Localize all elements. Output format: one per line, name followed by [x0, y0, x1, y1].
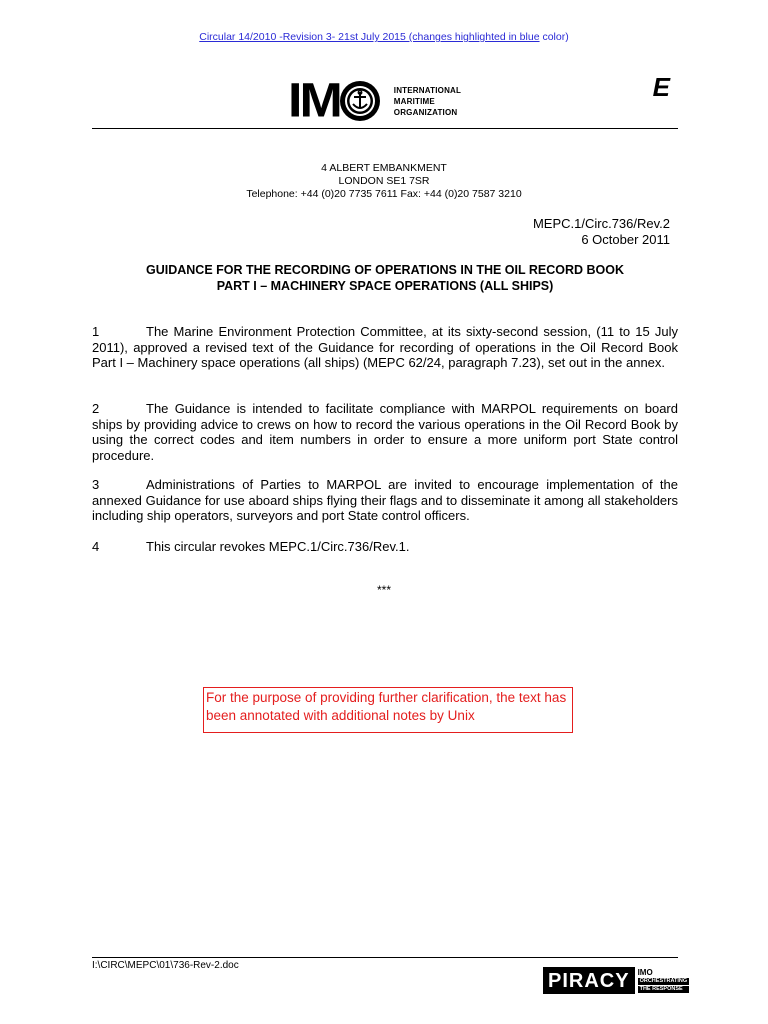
imo-emblem-icon — [340, 81, 380, 121]
address-line: LONDON SE1 7SR — [338, 175, 430, 187]
header-divider — [92, 128, 678, 129]
revision-note-tail: color) — [539, 31, 569, 43]
imo-logo — [288, 74, 462, 128]
file-path: I:\CIRC\MEPC\01\736-Rev-2.doc — [92, 960, 239, 971]
footer-divider — [92, 957, 678, 958]
paragraph-text: The Marine Environment Protection Committee, at its sixty-second session, (11 to 15 July 2011), approved a revised text of the Guidance for recording of operations in the Oil Record Book Part I – Machinery space operations (all ships) (MEPC 62/24, paragraph 7.23), set out in the annex. — [92, 324, 678, 370]
paragraph-number: 4 — [92, 539, 100, 554]
address-block — [0, 162, 768, 201]
paragraph-text: The Guidance is intended to facilitate compliance with MARPOL requirements on board ships by providing advice to crews on how to record the various operations in the Oil Record Book by using the correct codes and item numbers in order to ensure a more uniform port State control procedure. — [92, 401, 678, 463]
reference-date: 6 October 2011 — [581, 232, 670, 247]
paragraph-3 — [92, 477, 678, 524]
badge-line: THE RESPONSE — [638, 986, 690, 993]
piracy-logo: PIRACY — [543, 967, 635, 994]
paragraph-text: This circular revokes MEPC.1/Circ.736/Rev.1. — [146, 539, 410, 554]
badge-imo: IMO — [637, 968, 653, 977]
paragraph-1 — [92, 324, 678, 371]
revision-link[interactable]: Circular 14/2010 -Revision 3- 21st July 2015 (changes highlighted in blue — [199, 31, 540, 43]
piracy-tagline — [638, 968, 690, 993]
address-line: 4 ALBERT EMBANKMENT — [321, 162, 447, 174]
badge-line: ORCHESTRATING — [639, 978, 688, 984]
language-code: E — [652, 72, 670, 102]
org-line: INTERNATIONAL — [393, 85, 462, 95]
paragraph-2 — [92, 401, 678, 463]
org-line: ORGANIZATION — [393, 107, 458, 117]
title-line: GUIDANCE FOR THE RECORDING OF OPERATIONS IN THE OIL RECORD BOOK — [145, 263, 625, 277]
reference-code: MEPC.1/Circ.736/Rev.2 — [532, 216, 670, 231]
document-reference — [533, 216, 670, 248]
paragraph-4 — [92, 539, 678, 555]
imo-wordmark: I M — [288, 81, 380, 121]
paragraph-number: 2 — [92, 401, 100, 416]
contact-line: Telephone: +44 (0)20 7735 7611 Fax: +44 (0)20 7587 3210 — [246, 188, 522, 200]
title-line: PART I – MACHINERY SPACE OPERATIONS (ALL SHIPS) — [216, 279, 554, 293]
piracy-badge — [543, 967, 689, 994]
paragraph-number: 1 — [92, 324, 100, 339]
paragraph-number: 3 — [92, 477, 100, 492]
org-name — [394, 85, 461, 118]
document-title — [92, 262, 678, 294]
paragraph-text: Administrations of Parties to MARPOL are invited to encourage implementation of the annexed Guidance for use aboard ships flying their flags and to disseminate it among all stakeholders including ship operators, surveyors and port State control officers. — [92, 477, 678, 523]
org-line: MARITIME — [393, 96, 435, 106]
section-separator: *** — [376, 583, 391, 597]
annotation-note: For the purpose of providing further clarification, the text has been annotated with additional notes by Unix — [203, 687, 573, 733]
revision-note — [0, 31, 768, 43]
